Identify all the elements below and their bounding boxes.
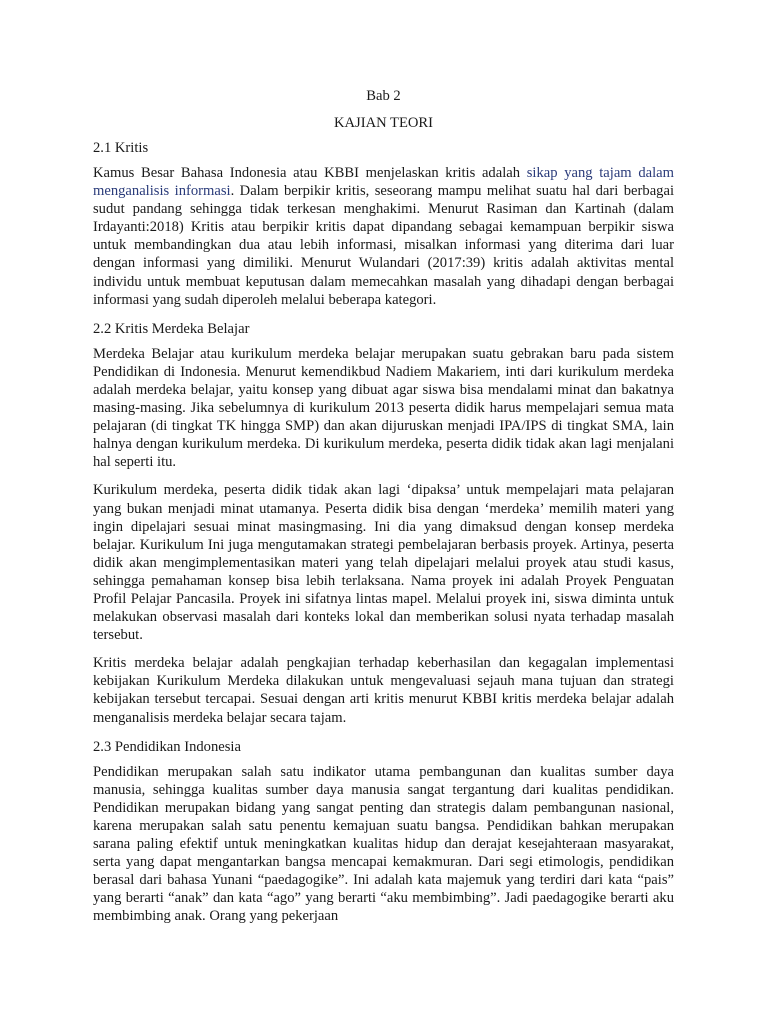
chapter-label: Bab 2 [366,88,401,104]
paragraph-text: Kurikulum merdeka, peserta didik tidak akan lagi ‘dipaksa’ untuk mempelajari mata pelajaran yang bukan menjadi minat utamanya. Peserta didik bisa dengan ‘merdeka’ memilih materi yang ingin dipelajari sesuai minat masingmasing. Ini dia yang dimaksud dengan konsep merdeka belajar. Kurikulum Ini juga mengutamakan strategi pembelajaran berbasis proyek. Artinya, peserta didik akan mengimplementasikan materi yang telah dipelajari melalui proyek atau studi kasus, sehingga pemahaman konsep bisa lebih terlaksana. Nama proyek ini adalah Proyek Penguatan Profil Pelajar Pancasila. Proyek ini sifatnya lintas mapel. Melalui proyek ini, siswa diminta untuk melakukan observasi masalah dari konteks lokal dan memberikan solusi nyata terhadap masalah tersebut. [93,482,674,644]
paragraph-text: . Dalam berpikir kritis, seseorang mampu melihat suatu hal dari berbagai sudut pandang sehingga tidak terkesan menghakimi. Menurut Rasiman dan Kartinah (dalam Irdayanti:2018) Kritis atau berpikir kritis dapat dipandang sebagai kemampuan berpikir siswa untuk membandingkan dua atau lebih informasi, misalkan informasi yang diterima dari luar dengan informasi yang dimiliki. Menurut Wulandari (2017:39) kritis adalah aktivitas mental individu untuk membuat keputusan dalam memecahkan masalah yang dihadapi dengan berbagai informasi yang sudah diperoleh melalui beberapa kategori. [93,183,674,308]
section-heading: 2.1 Kritis [93,140,149,156]
section-heading: 2.3 Pendidikan Indonesia [93,738,241,755]
document-page [93,86,674,935]
paragraph-text: Kamus Besar Bahasa Indonesia atau KBBI menjelaskan kritis adalah [93,165,527,181]
highlighted-definition: sikap yang tajam dalam menganalisis informasi [93,165,674,200]
paragraph-text: Merdeka Belajar atau kurikulum merdeka belajar merupakan suatu gebrakan baru pada sistem Pendidikan di Indonesia. Menurut kemendikbud Nadiem Makariem, inti dari kurikulum merdeka adalah merdeka belajar, yaitu konsep yang dibuat agar siswa bisa mendalami minat dan bakatnya masing-masing. Jika sebelumnya di kurikulum 2013 peserta didik harus mempelajari semua mata pelajaran (di tingkat TK hingga SMP) dan akan dijuruskan menjadi IPA/IPS di tingkat SMA, lain halnya dengan kurikulum merdeka. Di kurikulum merdeka, peserta didik tidak akan lagi menjalani hal seperti itu. [93,345,674,471]
body-paragraph [93,481,674,644]
paragraph-text: Pendidikan merupakan salah satu indikator utama pembangunan dan kualitas sumber daya manusia, sehingga kualitas sumber daya manusia sangat tergantung dari kualitas pendidikan. Pendidikan merupakan bidang yang sangat penting dan strategis dalam pembangunan nasional, karena merupakan salah satu penentu kemajuan suatu bangsa. Pendidikan bahkan merupakan sarana paling efektif untuk meningkatkan kualitas hidup dan derajat kesejahteraan masyarakat, serta yang dapat mengantarkan bangsa mencapai kemakmuran. Dari segi etimologis, pendidikan berasal dari bahasa Yunani “paedagogike”. Ini adalah kata majemuk yang terdiri dari kata “pais” yang berarti “anak” dan kata “ago” yang berarti “aku membimbing”. Jadi paedagogike berarti aku membimbing anak. Orang yang pekerjaan [93,763,674,925]
body-paragraph [93,763,674,926]
body-paragraph [93,164,674,309]
page-title: KAJIAN TEORI [333,115,434,131]
paragraph-text: Kritis merdeka belajar adalah pengkajian terhadap keberhasilan dan kegagalan implementasi kebijakan Kurikulum Merdeka dilakukan untuk mengevaluasi sejauh mana tujuan dan strategi kebijakan tersebut tercapai. Sesuai dengan arti kritis menurut KBBI kritis merdeka belajar adalah menganalisis merdeka belajar secara tajam. [93,655,674,726]
document-body [93,138,674,925]
body-paragraph [93,654,674,726]
body-paragraph [93,345,674,472]
section-heading: 2.2 Kritis Merdeka Belajar [93,320,250,337]
